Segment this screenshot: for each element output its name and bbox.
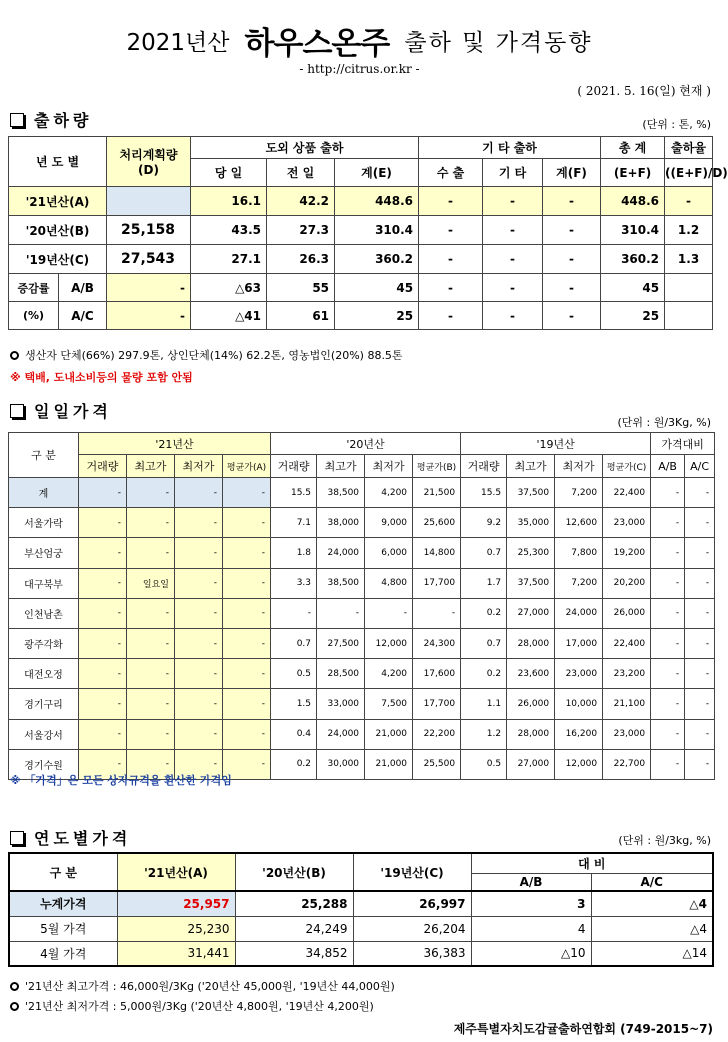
site-url[interactable]: - http://citrus.or.kr - [299, 62, 420, 76]
table-row: 경기구리 - - - - 1.5 33,000 7,500 17,700 1.1 26,000 10,000 21,100 - - [9, 689, 715, 719]
col-cmp: 가격대비 [651, 433, 715, 455]
annual-heading: 연도별가격 [10, 826, 131, 849]
report-date: ( 2021. 5. 16(일) 현재 ) [577, 84, 711, 98]
checkbox-square-icon [10, 831, 24, 845]
annual-note-min: '21년산 최저가격 : 5,000원/3Kg ('20년산 4,800원, '19년산 4,200원) [10, 998, 374, 1014]
table-row: 서울강서 - - - - 0.4 24,000 21,000 22,200 1.2 28,000 16,200 23,000 - - [9, 719, 715, 749]
annual-unit: (단위 : 원/3kg, %) [618, 834, 711, 847]
col-a: '21년산(A) [117, 853, 235, 891]
shipment-table [8, 136, 728, 330]
table-row: 인천남촌 - - - - - - - - 0.2 27,000 24,000 26,000 - - [9, 598, 715, 628]
title-main: 하우스온주 [244, 26, 390, 62]
col-cmp: 대 비 [471, 853, 713, 873]
col-rate-formula: ((E+F)/D) [665, 159, 713, 187]
col-y21: '21년산 [79, 433, 271, 455]
table-row: 광주각화 - - - - 0.7 27,500 12,000 24,300 0.7 28,000 17,000 22,400 - - [9, 628, 715, 658]
title-rest: 출하 및 가격동향 [404, 30, 593, 56]
checkbox-square-icon [10, 404, 24, 418]
shipment-note: 생산자 단체(66%) 297.9톤, 상인단체(14%) 62.2톤, 영농법인(20%) 88.5톤 [10, 347, 403, 363]
col-export: 수 출 [419, 159, 483, 187]
col-total: 총 계 [601, 137, 665, 159]
col-year: 년 도 별 [9, 137, 107, 187]
annual-note-max: '21년산 최고가격 : 46,000원/3Kg ('20년산 45,000원, '19년산 44,000원) [10, 978, 395, 994]
col-c: '19년산(C) [353, 853, 471, 891]
table-row: 서울가락 - - - - 7.1 38,000 9,000 25,600 9.2 35,000 12,600 23,000 - - [9, 508, 715, 538]
table-row: (%) A/C - △41 61 25 - - - 25 [9, 302, 713, 330]
shipment-unit: (단위 : 톤, %) [642, 118, 711, 131]
col-outside: 도외 상품 출하 [191, 137, 419, 159]
circle-bullet-icon [10, 982, 19, 991]
footer-org: 제주특별자치도감귤출하연합회 (749-2015~7) [453, 1022, 713, 1036]
page-title [0, 18, 719, 63]
circle-bullet-icon [10, 351, 19, 360]
title-year: 2021년산 [126, 30, 230, 56]
col-ab: A/B [471, 873, 591, 891]
shipment-heading: 출하량 [10, 108, 92, 131]
table-row: 부산엄궁 - - - - 1.8 24,000 6,000 14,800 0.7 25,300 7,800 19,200 - - [9, 538, 715, 568]
col-gubun: 구 분 [9, 433, 79, 478]
col-y20: '20년산 [271, 433, 461, 455]
daily-heading: 일일가격 [10, 399, 112, 422]
table-row: 대구북부 - 일요일 - - 3.3 38,500 4,800 17,700 1.7 37,500 7,200 20,200 - - [9, 568, 715, 598]
col-sum: 계(E) [335, 159, 419, 187]
table-row: '19년산(C) 27,543 27.1 26.3 360.2 - - - 360.2 1.3 [9, 245, 713, 274]
table-row: 증감률 A/B - △63 55 45 - - - 45 [9, 274, 713, 302]
checkbox-square-icon [10, 113, 24, 127]
col-prev: 전 일 [267, 159, 335, 187]
daily-unit: (단위 : 원/3Kg, %) [617, 416, 711, 429]
col-gubun: 구 분 [9, 853, 117, 891]
col-etc: 기 타 [483, 159, 543, 187]
table-row: 누계가격 25,957 25,288 26,997 3 △4 [9, 891, 713, 916]
table-row: 5월 가격 25,230 24,249 26,204 4 △4 [9, 916, 713, 941]
col-ef: (E+F) [601, 159, 665, 187]
table-row: 대전오정 - - - - 0.5 28,500 4,200 17,600 0.2 23,600 23,000 23,200 - - [9, 659, 715, 689]
col-y19: '19년산 [461, 433, 651, 455]
table-row: 계 - - - - 15.5 38,500 4,200 21,500 15.5 37,500 7,200 22,400 - - [9, 478, 715, 508]
annual-price-table [8, 852, 714, 967]
table-row: 경기수원 - - - - 0.2 30,000 21,000 25,500 0.5 27,000 12,000 22,700 - - [9, 749, 715, 779]
shipment-warning: ※ 택배, 도내소비등의 물량 포함 안됨 [10, 371, 193, 384]
col-other: 기 타 출하 [419, 137, 601, 159]
col-b: '20년산(B) [235, 853, 353, 891]
col-rate: 출하율 [665, 137, 713, 159]
circle-bullet-icon [10, 1002, 19, 1011]
col-sumf: 계(F) [543, 159, 601, 187]
table-row: 4월 가격 31,441 34,852 36,383 △10 △14 [9, 941, 713, 966]
col-ac: A/C [591, 873, 713, 891]
daily-note: ※ 「가격」은 모든 상자규격을 환산한 가격임 [10, 774, 232, 787]
col-plan: 처리계획량 (D) [107, 137, 191, 187]
col-today: 당 일 [191, 159, 267, 187]
table-row: '20년산(B) 25,158 43.5 27.3 310.4 - - - 310.4 1.2 [9, 216, 713, 245]
daily-price-table: 구 분 '21년산 '20년산 '19년산 가격대비 거래량 최고가 최저가 평균가(A) 거래량 최고가 최저가 평균가(B) 거래량 최고가 최저가 평균가(C) A/B A/C 계 - - - - 15.5 38,500 4,200 21,500 15.5 37,500 7,200 22,400 - - 서울가락 - - - - 7.1 38,000 9,000 25,600 9.2 35,000 12,600 23,000 - - 부산엄궁 - - - - 1.8 24,000 6,000 14,800 0.7 25,300 7,800 19,200 - - 대구북부 - 일요일 - - 3.3 38,500 4,800 17,700 1.7 37,500 7,200 20,200 - - 인천남촌 - - - - - - - - 0.2 27,000 24,000 26,000 - - 광주각화 - - - - 0.7 27,500 12,000 24,300 0.7 28,000 17,000 22,400 - - 대전오정 - - - - 0.5 28,500 4,200 17,600 0.2 23,600 23,000 23,200 - - 경기구리 - - - - 1.5 33,000 7,500 17,700 1.1 26,000 10,000 21,100 - - 서울강서 - - - - 0.4 24,000 21,000 22,200 1.2 28,000 16,200 23,000 - - 경기수원 - - - - 0.2 30,000 21,000 25,500 0.5 27,000 12,000 22,700 - - [8, 432, 715, 780]
table-row: '21년산(A) 16.1 42.2 448.6 - - - 448.6 - [9, 187, 713, 216]
